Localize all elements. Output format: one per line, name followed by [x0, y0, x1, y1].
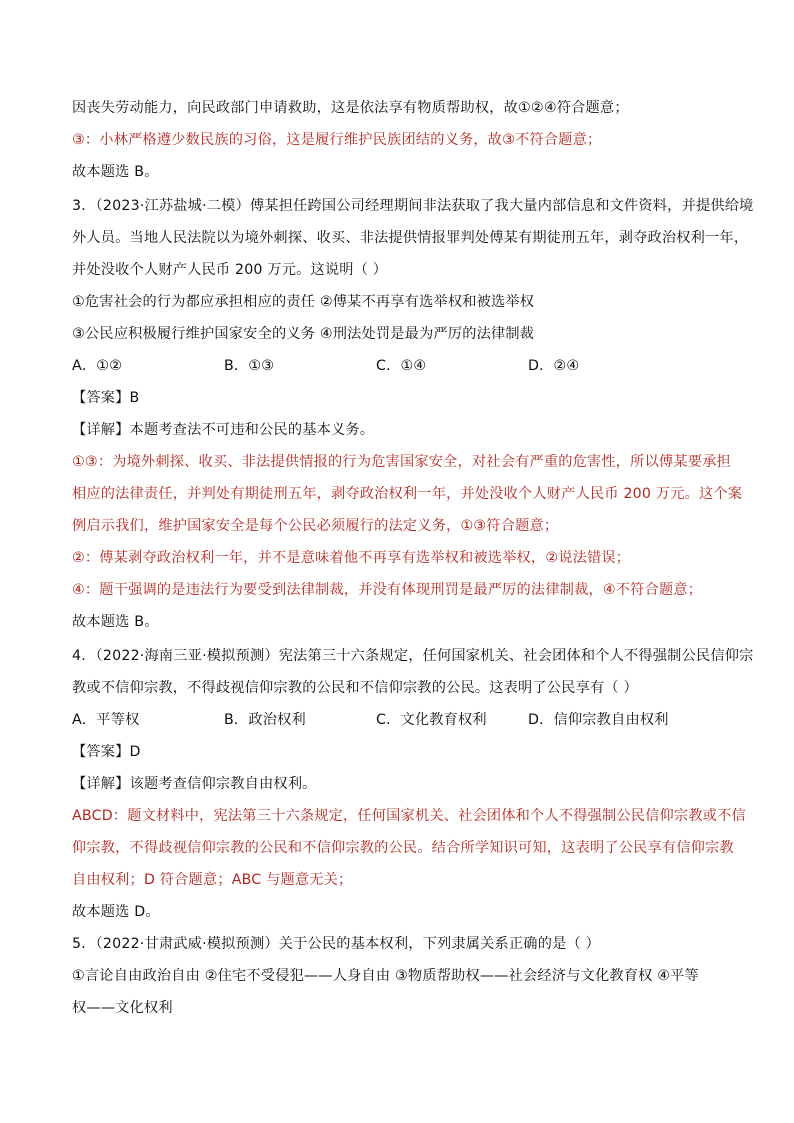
option-c: C．①④: [376, 358, 427, 374]
question-4-options: [72, 710, 734, 730]
analysis-line: ④：题干强调的是违法行为要受到法律制裁，并没有体现刑罚是最严厉的法律制裁，④不符合题意；: [72, 582, 703, 598]
analysis-line: ABCD：题文材料中，宪法第三十六条规定，任何国家机关、社会团体和个人不得强制公民信仰宗教或不信: [72, 808, 746, 824]
option-c: C．文化教育权利: [376, 712, 487, 728]
option-a: A．①②: [72, 358, 123, 374]
question-3-stem: 3．（2023·江苏盐城·二模）傅某担任跨国公司经理期间非法获取了我大量内部信息和文件资料，并提供给境: [72, 198, 754, 214]
option-a: A．平等权: [72, 712, 140, 728]
option-b: B．①③: [224, 358, 275, 374]
analysis-line: 相应的法律责任，并判处有期徒刑五年，剥夺政治权利一年，并处没收个人财产人民币 200 万元。这个案: [72, 486, 743, 502]
analysis-line: ②：傅某剥夺政治权利一年，并不是意味着他不再享有选举权和被选举权，②说法错误；: [72, 550, 631, 566]
conclusion-line: 故本题选 D。: [72, 904, 160, 920]
question-3-stem: 并处没收个人财产人民币 200 万元。这说明（ ）: [72, 262, 388, 278]
question-3-options: [72, 356, 734, 376]
question-4-stem: 4．（2022·海南三亚·模拟预测）宪法第三十六条规定，任何国家机关、社会团体和个人不得强制公民信仰宗: [72, 648, 754, 664]
text-line: 因丧失劳动能力，向民政部门申请救助，这是依法享有物质帮助权，故①②④符合题意；: [72, 100, 629, 116]
answer-label: 【答案】D: [72, 744, 141, 760]
detail-title: 【详解】本题考查法不可违和公民的基本义务。: [72, 422, 375, 438]
question-5-items: 权——文化权利: [72, 1000, 173, 1016]
option-d: D．②④: [528, 358, 580, 374]
conclusion-line: 故本题选 B。: [72, 164, 159, 180]
analysis-line: 仰宗教，不得歧视信仰宗教的公民和不信仰宗教的公民。结合所学知识可知，这表明了公民享有信仰宗教: [72, 840, 734, 856]
question-3-item: ①危害社会的行为都应承担相应的责任 ②傅某不再享有选举权和被选举权: [72, 294, 535, 310]
option-b: B．政治权利: [224, 712, 306, 728]
analysis-line: 例启示我们，维护国家安全是每个公民必须履行的法定义务，①③符合题意；: [72, 518, 559, 534]
question-5-stem: 5．（2022·甘肃武威·模拟预测）关于公民的基本权利，下列隶属关系正确的是（ ）: [72, 936, 600, 952]
question-3-stem: 外人员。当地人民法院以为境外刺探、收买、非法提供情报罪判处傅某有期徒刑五年，剥夺政治权利一年，: [72, 230, 749, 246]
conclusion-line: 故本题选 B。: [72, 614, 159, 630]
answer-label: 【答案】B: [72, 390, 140, 406]
question-5-items: ①言论自由政治自由 ②住宅不受侵犯——人身自由 ③物质帮助权——社会经济与文化教育权 ④平等: [72, 968, 699, 984]
detail-title: 【详解】该题考查信仰宗教自由权利。: [72, 776, 317, 792]
analysis-line: ③：小林严格遵少数民族的习俗，这是履行维护民族团结的义务，故③不符合题意；: [72, 132, 602, 148]
option-d: D．信仰宗教自由权利: [528, 712, 669, 728]
analysis-line: 自由权利；D 符合题意；ABC 与题意无关；: [72, 872, 353, 888]
question-3-item: ③公民应积极履行维护国家安全的义务 ④刑法处罚是最为严厉的法律制裁: [72, 326, 535, 342]
analysis-line: ①③：为境外刺探、收买、非法提供情报的行为危害国家安全，对社会有严重的危害性，所以傅某要承担: [72, 454, 731, 470]
question-4-stem: 教或不信仰宗教，不得歧视信仰宗教的公民和不信仰宗教的公民。这表明了公民享有（ ）: [72, 680, 638, 696]
